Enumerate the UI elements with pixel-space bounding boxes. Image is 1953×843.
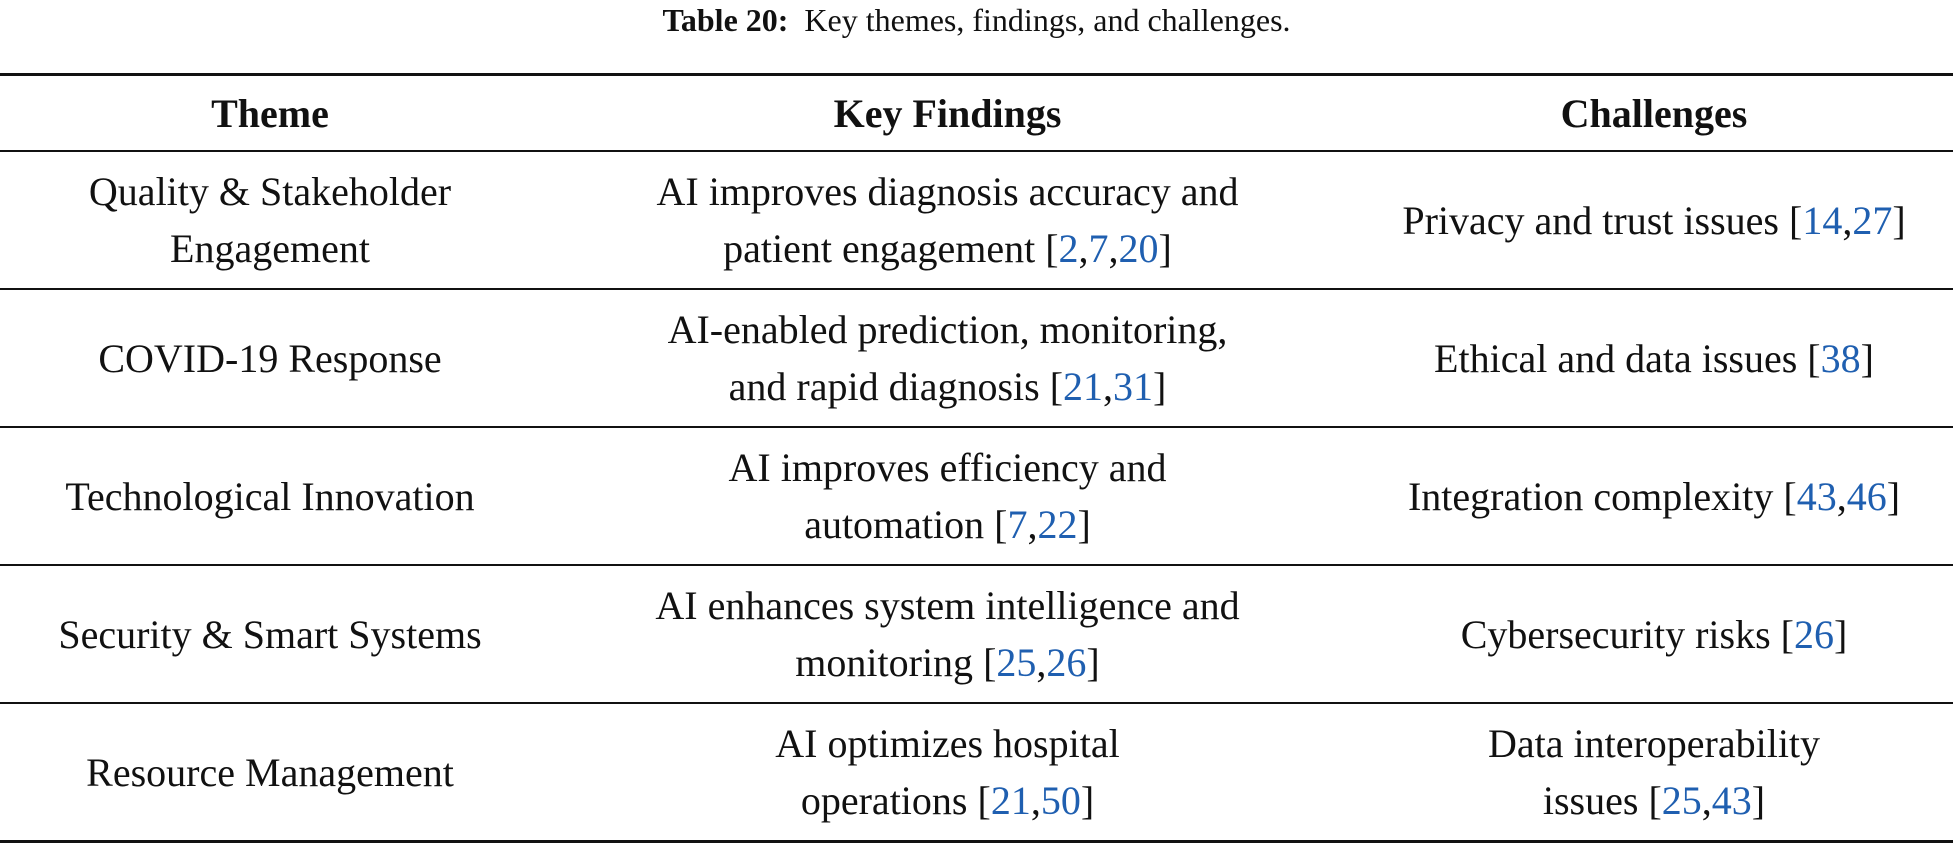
cell-theme [0, 427, 540, 565]
table-caption-text: Key themes, findings, and challenges. [804, 2, 1291, 38]
citation-link[interactable]: 46 [1846, 473, 1887, 519]
theme-text: Engagement [170, 226, 370, 271]
column-header-challenges: Challenges [1355, 75, 1953, 152]
table-caption [0, 0, 1953, 40]
table-caption-label: Table 20: [662, 2, 789, 38]
findings-text: and rapid diagnosis [728, 364, 1050, 409]
challenges-text: Privacy and trust issues [1402, 197, 1789, 243]
cell-theme [0, 289, 540, 427]
citation-link[interactable]: 7 [1088, 226, 1109, 271]
findings-text: AI-enabled prediction, monitoring, [667, 307, 1228, 352]
theme-text: COVID-19 Response [98, 335, 442, 381]
citation-link[interactable]: 26 [1046, 640, 1087, 685]
citation-link[interactable]: 38 [1820, 335, 1861, 381]
themes-table [0, 73, 1953, 843]
cell-challenges: Privacy and trust issues [14,27] [1355, 151, 1953, 289]
column-header-theme: Theme [0, 75, 540, 152]
citation-link[interactable]: 20 [1118, 226, 1159, 271]
table-row [0, 289, 1953, 427]
findings-text: monitoring [795, 640, 984, 685]
findings-text: automation [804, 502, 995, 547]
column-header-key-findings: Key Findings [540, 75, 1355, 152]
cell-key-findings: AI improves diagnosis accuracy and patient engagement [2,7,20] [540, 151, 1355, 289]
table-header-row [0, 75, 1953, 152]
findings-text: AI improves diagnosis accuracy and [656, 169, 1239, 214]
cell-key-findings: AI optimizes hospital operations [21,50] [540, 703, 1355, 842]
findings-text: patient engagement [723, 226, 1046, 271]
citation-link[interactable]: 25 [1661, 778, 1702, 823]
table-row [0, 151, 1953, 289]
findings-text: AI enhances system intelligence and [655, 583, 1240, 628]
findings-text: AI optimizes hospital [775, 721, 1120, 766]
cell-challenges: Cybersecurity risks [26] [1355, 565, 1953, 703]
table-row [0, 427, 1953, 565]
cell-key-findings: AI-enabled prediction, monitoring, and rapid diagnosis [21,31] [540, 289, 1355, 427]
citation-link[interactable]: 31 [1113, 364, 1154, 409]
citation-link[interactable]: 50 [1040, 778, 1081, 823]
cell-key-findings: AI improves efficiency and automation [7,22] [540, 427, 1355, 565]
challenges-text: Cybersecurity risks [1460, 611, 1781, 657]
cell-challenges: Data interoperability issues [25,43] [1355, 703, 1953, 842]
citation-link[interactable]: 25 [996, 640, 1037, 685]
table-body [0, 151, 1953, 842]
cell-theme [0, 151, 540, 289]
table-row [0, 565, 1953, 703]
challenges-text: Integration complexity [1407, 473, 1784, 519]
citation-link[interactable]: 21 [990, 778, 1031, 823]
citation-link[interactable]: 43 [1711, 778, 1752, 823]
citation-link[interactable]: 27 [1852, 197, 1893, 243]
theme-text: Security & Smart Systems [58, 611, 482, 657]
citation-link[interactable]: 22 [1037, 502, 1078, 547]
citation-link[interactable]: 43 [1796, 473, 1837, 519]
citation-link[interactable]: 26 [1793, 611, 1834, 657]
citation-link[interactable]: 7 [1007, 502, 1028, 547]
theme-text: Quality & Stakeholder [88, 169, 452, 214]
table-row [0, 703, 1953, 842]
cell-key-findings: AI enhances system intelligence and monitoring [25,26] [540, 565, 1355, 703]
citation-link[interactable]: 14 [1802, 197, 1843, 243]
challenges-text: Ethical and data issues [1434, 335, 1808, 381]
cell-challenges: Integration complexity [43,46] [1355, 427, 1953, 565]
citation-link[interactable]: 2 [1058, 226, 1079, 271]
cell-theme [0, 565, 540, 703]
challenges-text: Data interoperability [1487, 721, 1821, 766]
cell-challenges: Ethical and data issues [38] [1355, 289, 1953, 427]
theme-text: Resource Management [86, 749, 454, 795]
findings-text: operations [800, 778, 978, 823]
theme-text: Technological Innovation [65, 473, 475, 519]
findings-text: AI improves efficiency and [728, 445, 1167, 490]
cell-theme [0, 703, 540, 842]
citation-link[interactable]: 21 [1063, 364, 1104, 409]
challenges-text: issues [1542, 778, 1649, 823]
